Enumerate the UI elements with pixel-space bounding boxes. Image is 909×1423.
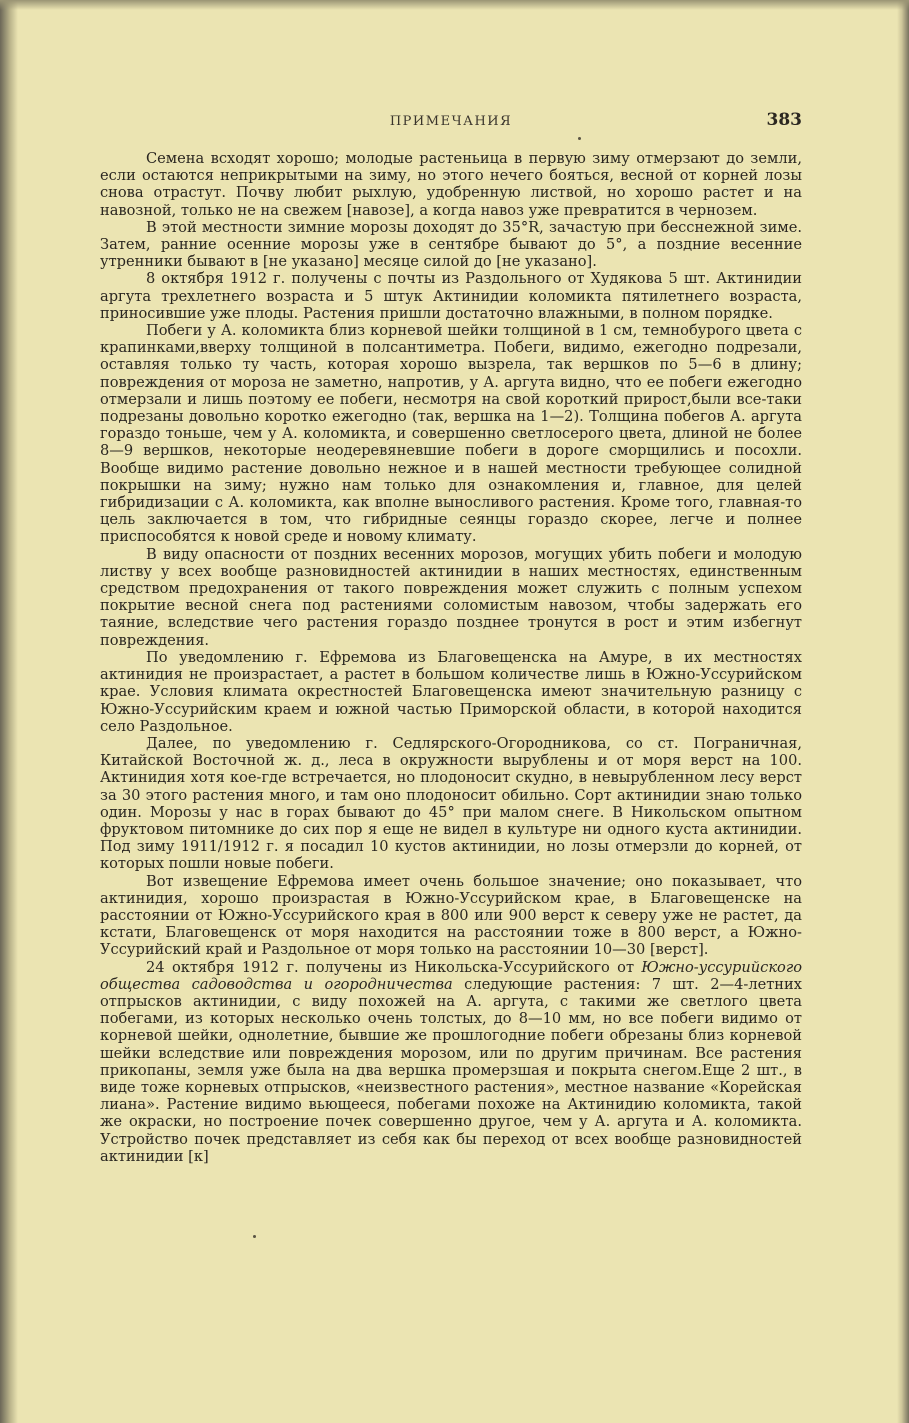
page-edge-shadow-left — [0, 0, 18, 1423]
paragraph-2: В этой местности зимние морозы доходят до 35°R, зачастую при бесснежной зиме. Затем, ранние осенние морозы уже в сентябре бывают до 5°, а поздние весенние утренники бывают в [не указано] месяце силой до [не указано]. — [100, 218, 802, 271]
body-text — [100, 150, 802, 1165]
paragraph-1: Семена всходят хорошо; молодые растеньица в первую зиму отмерзают до земли, если остаются неприкрытыми на зиму, но этого нечего бояться, весной от корней лозы снова отрастут. Почву любит рыхлую, удобренную листвой, но хорошо растет и на навозной, только не на свежем [навозе], а когда навоз уже превратится в чернозем. — [100, 150, 802, 219]
page-edge-shadow-top — [0, 0, 909, 10]
page-number: 383 — [766, 110, 802, 130]
paragraph-7: Далее, по уведомлению г. Седлярского-Огородникова, со ст. Пограничная, Китайской Восточной ж. д., леса в окружности вырублены и от моря верст на 100. Актинидия хотя кое-где встречается, но плодоносит скудно, в невырубленном лесу верст за 30 этого растения много, и там оно плодоносит обильно. Сорт актинидии знаю только один. Морозы у нас в горах бывают до 45° при малом снеге. В Никольском опытном фруктовом питомнике до сих пор я еще не видел в культуре ни одного куста актинидии. Под зиму 1911/1912 г. я посадил 10 кустов актинидии, но лозы отмерзли до корней, от которых пошли новые побеги. — [100, 734, 802, 873]
print-speck — [578, 137, 581, 140]
paragraph-4: Побеги у А. коломикта близ корневой шейки толщиной в 1 см, темнобурого цвета с крапинками,вверху толщиной в полсантиметра. Побеги, видимо, ежегодно подрезали, оставляя только ту часть, которая хорошо вызрела, так вершков по 5—6 в длину; повреждения от мороза не заметно, напротив, у А. аргута видно, что ее побеги ежегодно отмерзали и лишь поэтому ее побеги, несмотря на свой короткий прирост,были все-таки подрезаны довольно коротко ежегодно (так, вершка на 1—2). Толщина побегов А. аргута гораздо тоньше, чем у А. коломикта, и совершенно светлосерого цвета, длиной не более 8—9 вершков, некоторые неодеревяневшие побеги в дороге сморщились и посохли. Вообще видимо растение довольно нежное и в нашей местности требующее солидной покрышки на зиму; нужно нам только для ознакомления и, главное, для целей гибридизации с А. коломикта, как вполне выносливого растения. Кроме того, главная-то цель заключается в том, что гибридные сеянцы гораздо скорее, легче и полнее приспособятся к новой среде и новому климату. — [100, 322, 802, 546]
running-title: ПРИМЕЧАНИЯ — [389, 114, 513, 129]
paragraph-9-rest: следующие растения: 7 шт. 2—4-летних отпрысков актинидии, с виду похожей на А. аргута, с такими же светлого цвета побегами, из которых несколько очень толстых, до 8—10 мм, но все побеги видимо от корневой шейки, однолетние, бывшие же прошлогодние побеги обрезаны близ корневой шейки вследствие или повреждения морозом, или по другим причинам. Все растения прикопаны, земля уже была на два вершка промерзшая и покрыта снегом.Еще 2 шт., в виде тоже корневых отпрысков, «неизвестного растения», местное название «Корейская лиана». Растение видимо вьющееся, побегами похоже на Актинидию коломикта, такой же окраски, но построение почек совершенно другое, чем у А. аргута и А. коломикта. Устройство почек представляет из себя как бы переход от всех вообще разновидностей актинидии [к] — [100, 975, 802, 1165]
page-header — [100, 110, 802, 132]
paragraph-8: Вот извещение Ефремова имеет очень большое значение; оно показывает, что актинидия, хорошо произрастая в Южно-Уссурийском крае, в Благовещенске на расстоянии от Южно-Уссурийского края в 800 или 900 верст к северу уже не растет, да кстати, Благовещенск от моря находится на расстоянии тоже в 800 верст, а Южно-Уссурийский край и Раздольное от моря только на расстоянии 10—30 [верст]. — [100, 872, 802, 959]
society-name-italic: Южно-уссурийского общества садоводства и огородничества — [100, 958, 802, 993]
page-edge-shadow-right — [897, 0, 909, 1423]
paragraph-5: В виду опасности от поздних весенних морозов, могущих убить побеги и молодую листву у всех вообще разновидностей актинидии в наших местностях, единственным средством предохранения от такого повреждения может служить с полным успехом покрытие весной снега под растениями соломистым навозом, чтобы задержать его таяние, вследствие чего растения гораздо позднее тронутся в рост и этим избегнут повреждения. — [100, 545, 802, 649]
paragraph-3: 8 октября 1912 г. получены с почты из Раздольного от Худякова 5 шт. Актинидии аргута трехлетнего возраста и 5 штук Актинидии коломикта пятилетнего возраста, приносившие уже плоды. Растения пришли достаточно влажными, в полном порядке. — [100, 270, 802, 322]
paragraph-9-start: 24 октября 1912 г. получены из Никольска-Уссурийского от — [146, 958, 642, 976]
paragraph-9 — [100, 959, 802, 1165]
print-speck — [253, 1235, 256, 1238]
paragraph-6: По уведомлению г. Ефремова из Благовещенска на Амуре, в их местностях актинидия не произрастает, а растет в большом количестве лишь в Южно-Уссурийском крае. Условия климата окрестностей Благовещенска имеют значительную разницу с Южно-Уссурийским краем и южной частью Приморской области, в которой находится село Раздольное. — [100, 648, 802, 735]
